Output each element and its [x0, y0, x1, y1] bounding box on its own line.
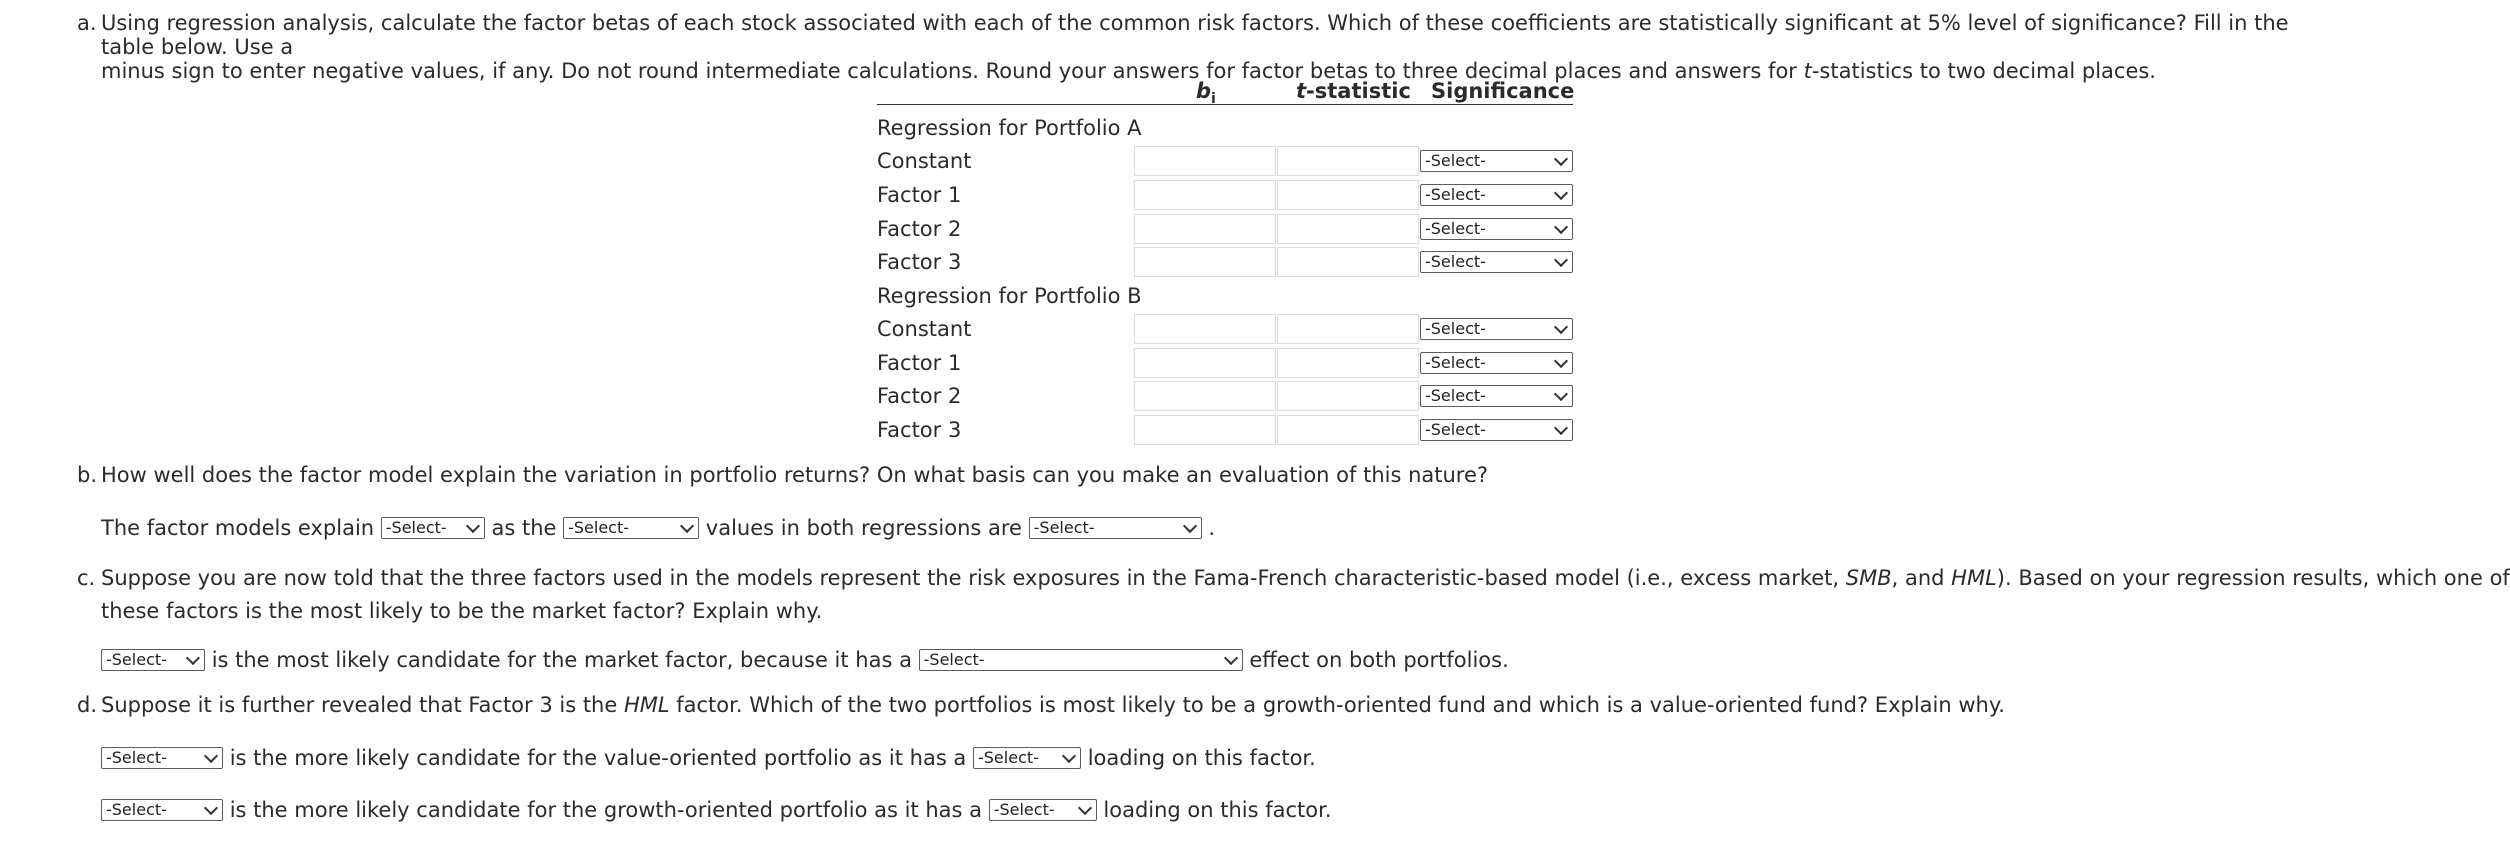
part-c-hml: HML	[1951, 566, 1997, 590]
part-b-question	[77, 463, 2341, 487]
part-d-label: d.	[77, 693, 98, 717]
part-a-text-line1: Using regression analysis, calculate the factor betas of each stock associated with each of the common risk factors. Which of these coefficients are statistically significant at 5% level of significance? Fill in the table below. Use a	[101, 11, 2289, 59]
select-value: -Select-	[1033, 518, 1095, 537]
part-d-value-line	[101, 744, 1316, 770]
values-level-select[interactable]	[1029, 517, 1202, 539]
select-value: -Select-	[106, 650, 167, 669]
select-value: -Select-	[1425, 219, 1486, 238]
bi-input-a-factor2[interactable]	[1134, 214, 1276, 244]
part-c-text-line1	[101, 562, 2510, 595]
row-label: Factor 2	[877, 384, 962, 408]
significance-select-b-factor2[interactable]	[1420, 385, 1573, 407]
select-value: -Select-	[1425, 151, 1486, 170]
part-c-answer-line	[101, 646, 1509, 672]
part-b-answer-text1: The factor models explain	[101, 516, 375, 540]
bi-input-a-factor3[interactable]	[1134, 247, 1276, 277]
part-c-text-line2: these factors is the most likely to be the market factor? Explain why.	[101, 599, 823, 623]
part-a-question	[77, 11, 2341, 83]
header-significance: Significance	[1431, 79, 1575, 103]
chevron-down-icon	[1078, 801, 1092, 815]
growth-portfolio-select[interactable]	[101, 799, 223, 821]
table-header	[877, 76, 1575, 108]
header-bi	[1196, 79, 1216, 107]
part-a-line2-end: -statistics to two decimal places.	[1811, 59, 2156, 83]
part-b-answer-line	[101, 514, 1215, 540]
chevron-down-icon	[1554, 152, 1568, 166]
significance-select-a-factor3[interactable]	[1420, 251, 1573, 273]
part-c-line1-sep: , and	[1891, 566, 1952, 590]
part-b-label: b.	[77, 463, 98, 487]
tstat-input-a-constant[interactable]	[1277, 146, 1419, 176]
select-value: -Select-	[1425, 386, 1486, 405]
select-value: -Select-	[1425, 319, 1486, 338]
significance-select-b-factor1[interactable]	[1420, 352, 1573, 374]
significance-select-a-factor1[interactable]	[1420, 184, 1573, 206]
header-bi-base: b	[1196, 79, 1212, 103]
select-value: -Select-	[1425, 353, 1486, 372]
row-label: Factor 3	[877, 418, 962, 442]
chevron-down-icon	[1554, 186, 1568, 200]
value-portfolio-select[interactable]	[101, 747, 223, 769]
part-c-line1-text: Suppose you are now told that the three factors used in the models represent the risk exposures in the Fama-French characteristic-based model (i.e., excess market,	[101, 566, 1846, 590]
portfolio-a-title: Regression for Portfolio A	[877, 116, 1142, 140]
chevron-down-icon	[1554, 320, 1568, 334]
select-value: -Select-	[993, 800, 1055, 819]
chevron-down-icon	[466, 519, 480, 533]
chevron-down-icon	[204, 749, 218, 763]
effect-select[interactable]	[919, 649, 1243, 671]
select-value: -Select-	[106, 800, 167, 819]
part-c-label: c.	[77, 566, 96, 590]
bi-input-b-factor2[interactable]	[1134, 381, 1276, 411]
bi-input-a-factor1[interactable]	[1134, 180, 1276, 210]
bi-input-b-factor3[interactable]	[1134, 415, 1276, 445]
select-value: -Select-	[568, 518, 630, 537]
row-label: Factor 1	[877, 351, 962, 375]
chevron-down-icon	[204, 801, 218, 815]
growth-line-text1: is the more likely candidate for the growth-oriented portfolio as it has a	[229, 798, 983, 822]
bi-input-a-constant[interactable]	[1134, 146, 1276, 176]
header-t-italic: t	[1296, 79, 1307, 103]
part-b-answer-text2: as the	[491, 516, 557, 540]
chevron-down-icon	[1554, 253, 1568, 267]
part-a-line2-italic: t	[1803, 59, 1812, 83]
select-value: -Select-	[1425, 252, 1486, 271]
part-c-answer-text2: effect on both portfolios.	[1249, 648, 1509, 672]
chevron-down-icon	[1224, 651, 1238, 665]
part-c-smb: SMB	[1845, 566, 1892, 590]
part-d-hml: HML	[623, 693, 670, 717]
part-a-label: a.	[77, 11, 97, 35]
select-value: -Select-	[978, 748, 1039, 767]
row-label: Factor 2	[877, 217, 962, 241]
chevron-down-icon	[1554, 387, 1568, 401]
bi-input-b-constant[interactable]	[1134, 314, 1276, 344]
tstat-input-b-factor1[interactable]	[1277, 348, 1419, 378]
significance-select-b-constant[interactable]	[1420, 318, 1573, 340]
tstat-input-b-constant[interactable]	[1277, 314, 1419, 344]
select-value: -Select-	[385, 518, 447, 537]
market-factor-select[interactable]	[101, 649, 205, 671]
value-line-text2: loading on this factor.	[1087, 746, 1316, 770]
select-value: -Select-	[106, 748, 167, 767]
part-b-text: How well does the factor model explain the variation in portfolio returns? On what basis can you make an evaluation of this nature?	[101, 463, 1489, 487]
part-c-answer-text1: is the most likely candidate for the market factor, because it has a	[211, 648, 912, 672]
significance-select-a-constant[interactable]	[1420, 150, 1573, 172]
part-d-growth-line	[101, 796, 1332, 822]
row-label: Constant	[877, 149, 972, 173]
part-c-question	[77, 562, 2510, 628]
part-d-text: Suppose it is further revealed that Factor 3 is the	[101, 693, 624, 717]
significance-select-a-factor2[interactable]	[1420, 218, 1573, 240]
select-value: -Select-	[1425, 420, 1486, 439]
chevron-down-icon	[1554, 220, 1568, 234]
value-line-text1: is the more likely candidate for the value-oriented portfolio as it has a	[229, 746, 967, 770]
header-bi-sub: i	[1211, 91, 1216, 108]
select-value: -Select-	[1425, 185, 1486, 204]
part-d-question	[77, 693, 2341, 717]
chevron-down-icon	[680, 519, 694, 533]
chevron-down-icon	[1183, 519, 1197, 533]
explain-select[interactable]	[381, 517, 485, 539]
chevron-down-icon	[1554, 354, 1568, 368]
significance-select-b-factor3[interactable]	[1420, 419, 1573, 441]
tstat-input-a-factor3[interactable]	[1277, 247, 1419, 277]
select-value: -Select-	[923, 650, 985, 669]
tstat-input-a-factor2[interactable]	[1277, 214, 1419, 244]
statistic-select[interactable]	[563, 517, 699, 539]
growth-loading-select[interactable]	[989, 799, 1097, 821]
part-a-line2-text: minus sign to enter negative values, if any. Do not round intermediate calculations. Round your answers for factor betas to three decimal places and answers for	[101, 59, 1804, 83]
growth-line-text2: loading on this factor.	[1103, 798, 1332, 822]
part-b-answer-text3: values in both regressions are	[705, 516, 1022, 540]
header-t-rest: -statistic	[1306, 79, 1411, 103]
row-label: Factor 3	[877, 250, 962, 274]
portfolio-b-title: Regression for Portfolio B	[877, 284, 1142, 308]
chevron-down-icon	[1062, 749, 1076, 763]
bi-input-b-factor1[interactable]	[1134, 348, 1276, 378]
value-loading-select[interactable]	[973, 747, 1081, 769]
tstat-input-b-factor2[interactable]	[1277, 381, 1419, 411]
chevron-down-icon	[186, 651, 200, 665]
row-label: Constant	[877, 317, 972, 341]
chevron-down-icon	[1554, 421, 1568, 435]
tstat-input-a-factor1[interactable]	[1277, 180, 1419, 210]
row-label: Factor 1	[877, 183, 962, 207]
tstat-input-b-factor3[interactable]	[1277, 415, 1419, 445]
part-c-line1-end: ). Based on your regression results, which one of	[1996, 566, 2510, 590]
header-tstatistic	[1296, 79, 1411, 103]
part-d-text-end: factor. Which of the two portfolios is most likely to be a growth-oriented fund and which is a value-oriented fund? Explain why.	[669, 693, 2005, 717]
part-b-answer-period: .	[1208, 516, 1216, 540]
